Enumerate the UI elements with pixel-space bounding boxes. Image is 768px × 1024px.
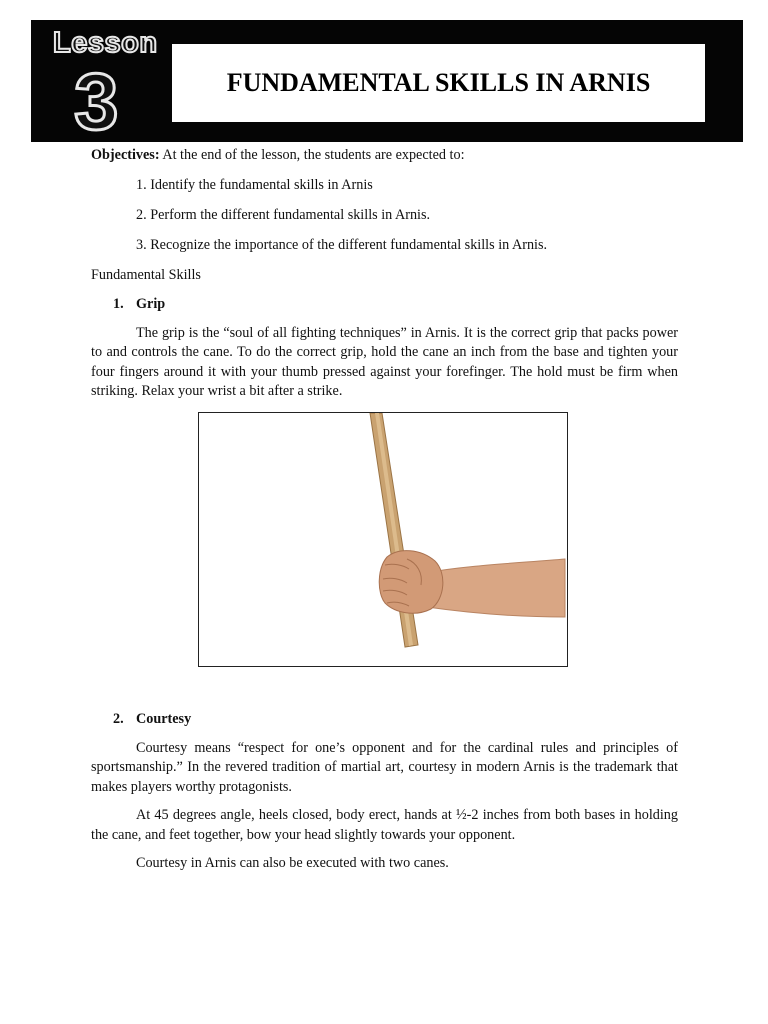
courtesy-paragraph: Courtesy in Arnis can also be executed with two canes. [136, 855, 449, 871]
objectives-line [91, 146, 678, 166]
courtesy-paragraph: Courtesy means “respect for one’s opponent and for the cardinal rules and principles of sportsmanship.” In the revered tradition of martial art, courtesy in modern Arnis is the trademark that makes players worthy protagonists. [91, 739, 678, 795]
objective-item: 2. Perform the different fundamental skills in Arnis. [136, 207, 431, 223]
lesson-number: 3 [74, 57, 119, 146]
objectives-intro: At the end of the lesson, the students are expected to: [159, 147, 465, 163]
objective-item: 3. Recognize the importance of the different fundamental skills in Arnis. [136, 237, 548, 253]
grip-photo [198, 412, 568, 667]
objective-item: 1. Identify the fundamental skills in Arnis [136, 177, 373, 193]
grip-paragraph: The grip is the “soul of all fighting techniques” in Arnis. It is the correct grip that packs power to and controls the cane. To do the correct grip, hold the cane an inch from the base and tighten your four fingers around it with your thumb pressed against your forefinger. The hold must be firm when striking. Relax your wrist a bit after a strike. [91, 324, 678, 399]
hand-holding-cane-image [199, 413, 566, 665]
lesson-label: Lesson [53, 27, 158, 59]
courtesy-paragraph: At 45 degrees angle, heels closed, body erect, hands at ½-2 inches from both bases in holding the cane, and feet together, bow your head slightly towards your opponent. [91, 807, 678, 843]
main-content [91, 144, 678, 402]
courtesy-section [91, 710, 678, 874]
page-title: FUNDAMENTAL SKILLS IN ARNIS [226, 68, 651, 97]
courtesy-heading [91, 710, 678, 730]
title-box [172, 44, 705, 122]
courtesy-title: Courtesy [136, 711, 192, 727]
grip-number: 1. [113, 296, 124, 312]
grip-title: Grip [136, 296, 166, 312]
courtesy-number: 2. [113, 711, 124, 727]
objectives-label: Objectives: [91, 147, 160, 163]
fundamental-skills-heading: Fundamental Skills [91, 266, 201, 283]
grip-heading [91, 295, 678, 315]
